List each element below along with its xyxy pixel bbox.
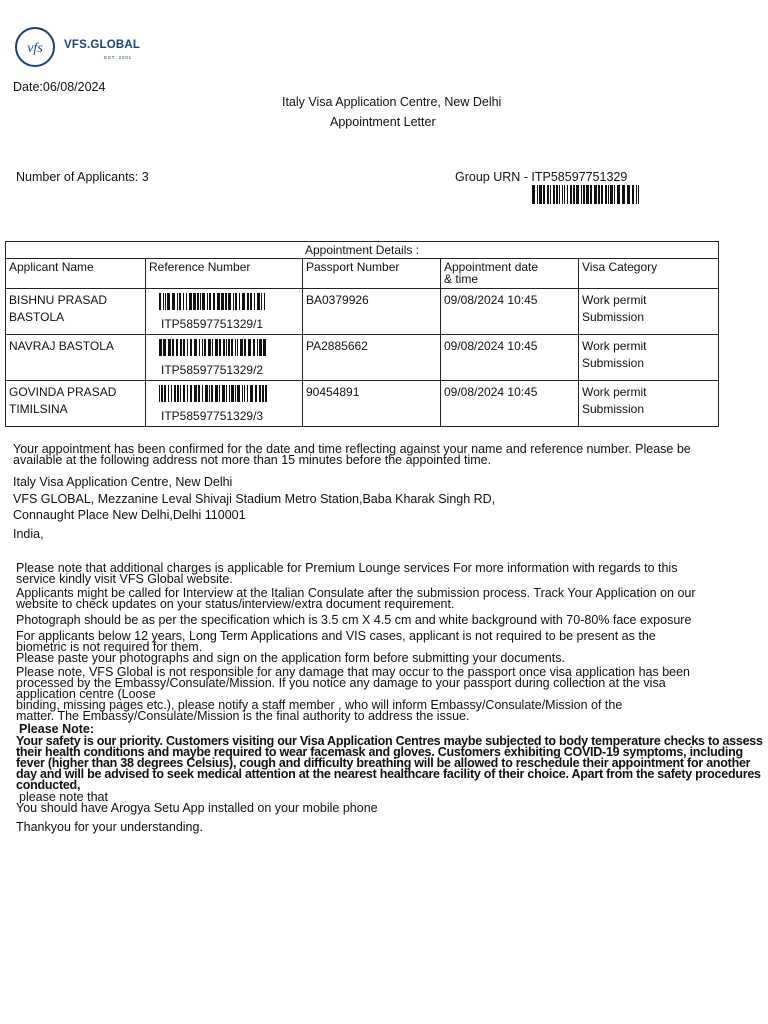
centre-name: Italy Visa Application Centre, New Delhi [282,95,502,109]
reference-number: ITP58597751329/3 [161,409,264,423]
reference-cell [146,381,303,427]
note-paste-photos: Please paste your photographs and sign on the application form before submitting your documents. [16,651,565,665]
confirmation-text [13,444,691,466]
reference-cell [146,289,303,335]
col-header-datetime [441,259,579,289]
thankyou-text: Thankyou for your understanding. [16,820,203,834]
address-line3: Connaught Place New Delhi,Delhi 110001 [13,508,246,522]
visa-category-cell [579,381,719,427]
reference-number: ITP58597751329/2 [161,363,264,377]
vfs-global-logo [14,26,144,68]
category-line1: Work permit [582,293,647,307]
note-line: For applicants below 12 years, Long Term Applications and VIS cases, applicant is not required to be present as the [16,629,656,643]
logo-brand-text: VFS.GLOBAL [64,39,141,51]
table-row [6,381,719,427]
passport-number: BA0379926 [303,289,441,335]
name-line2: TIMILSINA [9,402,68,416]
note-below-12 [16,631,656,653]
note-premium-lounge [16,563,677,585]
appointment-table [5,241,719,427]
covid-safety-note [16,736,763,791]
note-interview [16,588,696,610]
category-line2: Submission [582,356,645,370]
please-note-heading: Please Note: [19,722,95,736]
logo-est-text: EST. 2001 [104,55,132,60]
name-line2: BASTOLA [9,310,65,324]
note-line: fever (higher than 38 degrees Celsius), cough and difficulty breathing will be allowed to reschedule their appointment for another [16,756,751,770]
note-line: conducted, [16,778,81,792]
reference-barcode [159,385,269,402]
note-photograph: Photograph should be as per the specification which is 3.5 cm X 4.5 cm and white background with 70-80% face exposure [16,613,692,627]
applicants-count: Number of Applicants: 3 [16,170,149,184]
note-line: Please note that additional charges is applicable for Premium Lounge services For more information with regards to this [16,561,678,575]
passport-number: PA2885662 [303,335,441,381]
note-passport-damage [16,667,690,722]
note-line: Your safety is our priority. Customers visiting our Visa Application Centres maybe subjected to body temperature checks to assess [16,734,763,748]
name-line1: NAVRAJ BASTOLA [9,339,114,353]
col-header-category: Visa Category [579,259,719,289]
reference-cell [146,335,303,381]
confirmation-line2: available at the following address not more than 15 minutes before the appointed time. [13,453,492,467]
reference-number: ITP58597751329/1 [161,317,264,331]
arogya-setu-note: You should have Arogya Setu App installed on your mobile phone [16,801,378,815]
applicant-name-cell [6,381,146,427]
note-line: day and will be advised to seek medical attention at the nearest healthcare facility of their choice. Apart from the safety procedures [16,767,761,781]
category-line1: Work permit [582,339,647,353]
note-line: processed by the Embassy/Consulate/Mission. If you notice any damage to your passport during collection at the visa [16,676,666,690]
visa-category-cell [579,289,719,335]
table-caption: Appointment Details : [6,242,719,259]
group-urn: Group URN - ITP58597751329 [455,170,628,184]
note-line: Applicants might be called for Interview at the Italian Consulate after the submission process. Track Your Application on our [16,586,696,600]
applicant-name-cell [6,289,146,335]
note-line: application centre (Loose [16,687,156,701]
please-note-that: please note that [19,790,108,804]
category-line2: Submission [582,402,645,416]
category-line2: Submission [582,310,645,324]
note-line: biometric is not required for them. [16,640,203,654]
visa-category-cell [579,335,719,381]
note-line: website to check updates on your status/interview/extra document requirement. [16,597,455,611]
appointment-datetime: 09/08/2024 10:45 [441,381,579,427]
passport-number: 90454891 [303,381,441,427]
col-header-ref: Reference Number [146,259,303,289]
name-line1: GOVINDA PRASAD [9,385,117,399]
confirmation-line1: Your appointment has been confirmed for the date and time reflecting against your name and reference number. Please be [13,442,691,456]
address-line4: India, [13,527,44,541]
appointment-datetime: 09/08/2024 10:45 [441,335,579,381]
table-row [6,289,719,335]
applicant-name-cell [6,335,146,381]
address-line2: VFS GLOBAL, Mezzanine Leval Shivaji Stadium Metro Station,Baba Kharak Singh RD, [13,492,496,506]
letter-title: Appointment Letter [330,115,436,129]
letter-date: Date:06/08/2024 [13,80,106,94]
logo-mark-text: vfs [27,41,43,56]
reference-barcode [159,293,269,310]
category-line1: Work permit [582,385,647,399]
address-line1: Italy Visa Application Centre, New Delhi [13,475,233,489]
col-header-datetime-line1: Appointment date [444,260,539,274]
note-line: service kindly visit VFS Global website. [16,572,233,586]
reference-barcode [159,339,269,356]
note-line: binding, missing pages etc.), please notify a staff member , who will inform Embassy/Consulate/Mission of the [16,698,623,712]
note-line: matter. The Embassy/Consulate/Mission is the final authority to address the issue. [16,709,470,723]
name-line1: BISHNU PRASAD [9,293,108,307]
note-line: their health conditions and maybe required to wear facemask and gloves. Customers exhibiting COVID-19 symptoms, including [16,745,743,759]
table-row [6,335,719,381]
col-header-passport: Passport Number [303,259,441,289]
appointment-datetime: 09/08/2024 10:45 [441,289,579,335]
note-line: Please note, VFS Global is not responsible for any damage that may occur to the passport once visa application has been [16,665,691,679]
col-header-datetime-line2: & time [444,272,479,286]
col-header-name: Applicant Name [6,259,146,289]
group-barcode [532,185,642,204]
